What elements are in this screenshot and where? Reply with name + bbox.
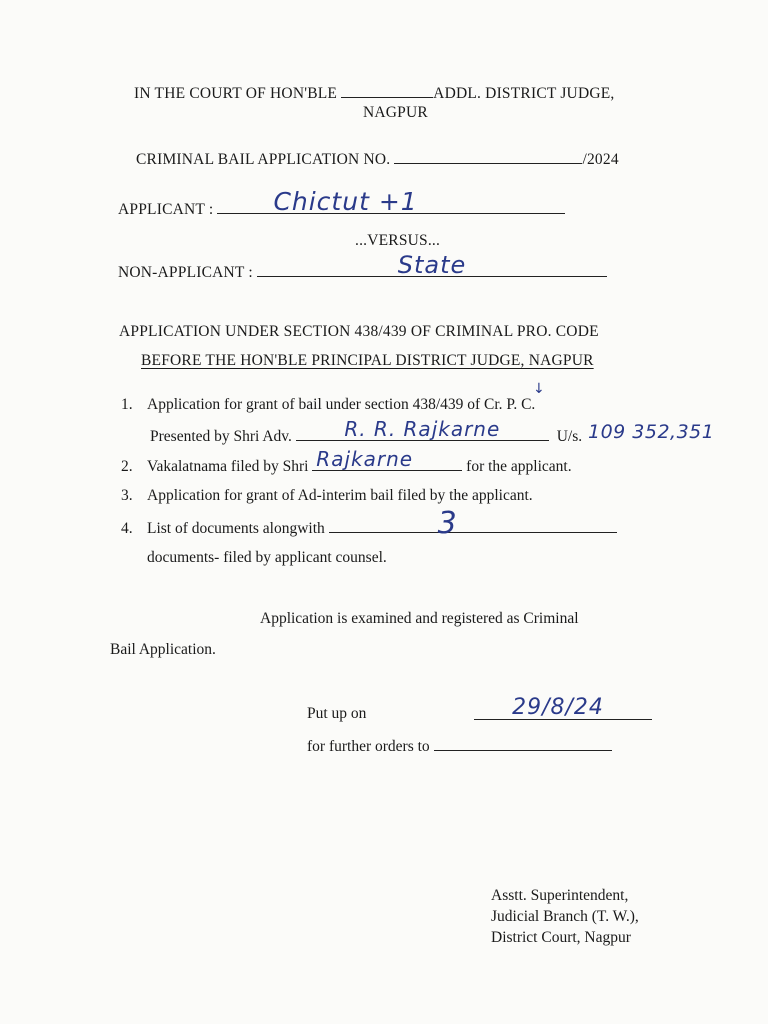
item-4-number: 4.: [121, 520, 133, 537]
applicant-line: [118, 187, 565, 220]
non-applicant-handwritten: State: [397, 251, 467, 279]
signatory-line-2: Judicial Branch (T. W.),: [491, 908, 639, 925]
signatory-line-3: District Court, Nagpur: [491, 929, 631, 946]
item-2-text-before: Vakalatnama filed by Shri: [147, 458, 309, 475]
advocate-field: [296, 417, 549, 441]
application-year: /2024: [582, 151, 619, 168]
application-number-label: CRIMINAL BAIL APPLICATION NO.: [136, 151, 391, 168]
versus-label: ...VERSUS...: [355, 232, 441, 249]
court-heading-line: [134, 82, 614, 104]
put-up-date-handwritten: 29/8/24: [512, 695, 604, 720]
item-3-number: 3.: [121, 487, 133, 504]
item-1-line-b: [150, 417, 715, 447]
further-orders-line: [307, 735, 612, 757]
put-up-date-field: [474, 695, 652, 720]
court-heading-right: ADDL. DISTRICT JUDGE,: [433, 85, 615, 102]
item-3-line: [121, 486, 533, 506]
non-applicant-label: NON-APPLICANT :: [118, 264, 253, 281]
further-orders-field: [434, 735, 612, 751]
court-city: NAGPUR: [363, 104, 428, 121]
advocate-handwritten: R. R. Rajkarne: [344, 417, 501, 441]
item-1-us-label: U/s.: [556, 428, 583, 445]
item-4-line: [121, 506, 617, 541]
vakalatnama-field: [312, 447, 462, 471]
judge-number-blank: [341, 82, 433, 98]
item-2-text-after: for the applicant.: [466, 458, 572, 475]
applicant-label: APPLICANT :: [118, 201, 214, 218]
section-heading: APPLICATION UNDER SECTION 438/439 OF CRIMINAL PRO. CODE: [119, 323, 599, 340]
vakalatnama-handwritten: Rajkarne: [316, 447, 414, 471]
non-applicant-line: [118, 251, 607, 283]
before-heading: BEFORE THE HON'BLE PRINCIPAL DISTRICT JUDGE, NAGPUR: [141, 352, 594, 369]
item-2-number: 2.: [121, 458, 133, 475]
court-heading-left: IN THE COURT OF HON'BLE: [134, 85, 338, 102]
item-2-line: [121, 447, 572, 477]
sections-handwritten: 109 352,351: [587, 421, 715, 443]
application-number-blank: [394, 148, 582, 164]
item-4-continuation: documents- filed by applicant counsel.: [147, 549, 387, 566]
registration-line-2: Bail Application.: [110, 641, 216, 658]
signatory-line-1: Asstt. Superintendent,: [491, 887, 629, 904]
item-1-presented-label: Presented by Shri Adv.: [150, 428, 292, 445]
item-1-annotation-mark: ↓: [533, 381, 545, 397]
further-orders-label: for further orders to: [307, 738, 430, 755]
item-4-text-before: List of documents alongwith: [147, 520, 325, 537]
sections-field: [586, 421, 715, 443]
put-up-date-line: [474, 695, 652, 726]
applicant-field: [217, 187, 565, 216]
put-up-label: Put up on: [307, 705, 367, 722]
documents-count-handwritten: 3: [437, 506, 458, 541]
item-3-text: Application for grant of Ad-interim bail filed by the applicant.: [147, 487, 533, 504]
non-applicant-field: [257, 251, 607, 279]
applicant-handwritten: Chictut +1: [273, 187, 418, 216]
documents-count-field: [329, 506, 617, 541]
application-number-line: [136, 148, 619, 170]
registration-line-1: Application is examined and registered as Criminal: [260, 610, 579, 627]
item-1-text: Application for grant of bail under section 438/439 of Cr. P. C.: [147, 396, 536, 413]
item-1-number: 1.: [121, 396, 133, 413]
item-1-line-a: [121, 395, 535, 415]
